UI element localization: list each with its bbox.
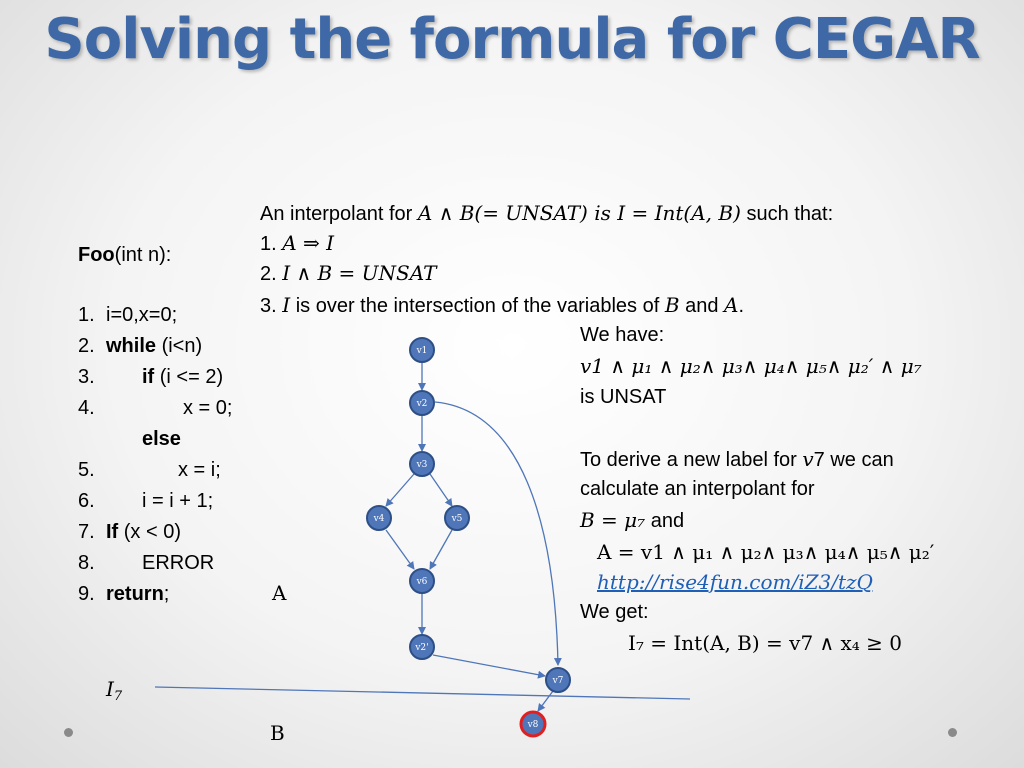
code-keyword: If (106, 521, 119, 543)
node-label: v7 (552, 676, 564, 686)
derive-text-end: 7 we can (813, 449, 894, 471)
line-number: 6. (78, 490, 95, 512)
edge-v3-v4 (386, 474, 414, 506)
a-definition: A = v1 ∧ μ₁ ∧ μ₂∧ μ₃∧ μ₄∧ μ₅∧ μ₂′ (597, 540, 935, 564)
interpolant-cut-line (155, 687, 690, 699)
function-params: (int n): (114, 244, 172, 266)
line-number: 5. (78, 459, 95, 481)
node-v2-prime (410, 635, 434, 659)
rise4fun-link[interactable]: http://rise4fun.com/iZ3/tzQ (597, 570, 873, 594)
code-keyword: else (142, 428, 181, 450)
line-number: 4. (78, 397, 95, 419)
code-text: (i<n) (156, 335, 203, 357)
we-get-label: We get: (580, 601, 649, 623)
line-number: 2. (78, 335, 95, 357)
decorative-dot-right (948, 728, 957, 737)
line-number: 7. (78, 521, 95, 543)
is-unsat-label: is UNSAT (580, 386, 667, 408)
condition-1-number: 1. (260, 233, 277, 255)
edge-v2p-v7 (433, 655, 545, 676)
node-label: v1 (416, 346, 428, 356)
code-text: x = 0; (183, 397, 233, 419)
derive-text: To derive a new label for (580, 449, 797, 471)
code-keyword: if (142, 366, 155, 388)
code-text: ERROR (142, 552, 215, 574)
node-label: v6 (416, 577, 428, 587)
condition-3-and: and (685, 295, 719, 317)
code-text: i = i + 1; (142, 490, 214, 512)
derive-v: v (802, 447, 814, 471)
region-label-a: A (272, 581, 287, 605)
interpolant-such-that: such that: (746, 203, 834, 225)
node-v3 (410, 452, 434, 476)
line-number: 1. (78, 304, 95, 326)
decorative-dot-left (64, 728, 73, 737)
code-text: ; (163, 583, 170, 605)
edge-v5-v6 (430, 530, 452, 569)
node-label: v4 (373, 514, 385, 524)
code-text: x = i; (178, 459, 221, 481)
condition-3-period: . (738, 295, 745, 317)
interpolant-formula: A ∧ B(= UNSAT) is I = Int(A, B) (417, 201, 741, 225)
node-label: v5 (451, 514, 463, 524)
result-formula: I₇ = Int(A, B) = v7 ∧ x₄ ≥ 0 (628, 631, 903, 655)
we-have-label: We have: (580, 324, 665, 346)
code-text: i=0,x=0; (106, 304, 178, 326)
b-definition (580, 505, 684, 536)
node-v6 (410, 569, 434, 593)
condition-2-formula: I ∧ B = UNSAT (282, 261, 437, 285)
condition-1-formula: A ⇒ I (282, 231, 335, 255)
interpolant-label-i7 (106, 674, 122, 704)
code-text: (x < 0) (118, 521, 182, 543)
path-formula: v1 ∧ μ₁ ∧ μ₂∧ μ₃∧ μ₄∧ μ₅∧ μ₂′ ∧ μ₇ (580, 354, 922, 378)
condition-2-number: 2. (260, 263, 277, 285)
code-keyword: return (106, 583, 164, 605)
interpolant-intro: An interpolant for (260, 203, 413, 225)
edge-v3-v5 (430, 474, 452, 506)
node-label: v2' (415, 643, 429, 653)
condition-3-number: 3. (260, 295, 277, 317)
derive-text-line2: calculate an interpolant for (580, 478, 815, 500)
i7-letter: I (106, 677, 114, 701)
node-v4 (367, 506, 391, 530)
derive-text-line1 (580, 444, 894, 475)
node-label: v2 (416, 399, 428, 409)
node-v8 (521, 712, 545, 736)
condition-3-i: I (282, 293, 291, 317)
region-label-b: B (270, 721, 285, 745)
link-row (597, 567, 873, 598)
line-number: 8. (78, 552, 95, 574)
code-text: (i <= 2) (154, 366, 224, 388)
edge-v2-v7 (435, 402, 558, 665)
edge-v4-v6 (386, 530, 414, 569)
line-number: 3. (78, 366, 95, 388)
i7-subscript: 7 (113, 689, 123, 704)
b-formula: B = μ₇ (580, 508, 646, 532)
code-keyword: while (106, 335, 157, 357)
node-v5 (445, 506, 469, 530)
condition-3-a: A (724, 293, 739, 317)
node-label: v3 (416, 460, 428, 470)
node-v1 (410, 338, 434, 362)
line-number: 9. (78, 583, 95, 605)
slide-title: Solving the formula for CEGAR (44, 7, 980, 72)
function-name: Foo (78, 244, 115, 266)
condition-3-b: B (664, 293, 680, 317)
node-v7 (546, 668, 570, 692)
node-v2 (410, 391, 434, 415)
and-word: and (650, 510, 685, 532)
node-label: v8 (527, 720, 539, 730)
condition-3-text: is over the intersection of the variables of (295, 295, 660, 317)
edge-v7-v8 (538, 691, 553, 711)
